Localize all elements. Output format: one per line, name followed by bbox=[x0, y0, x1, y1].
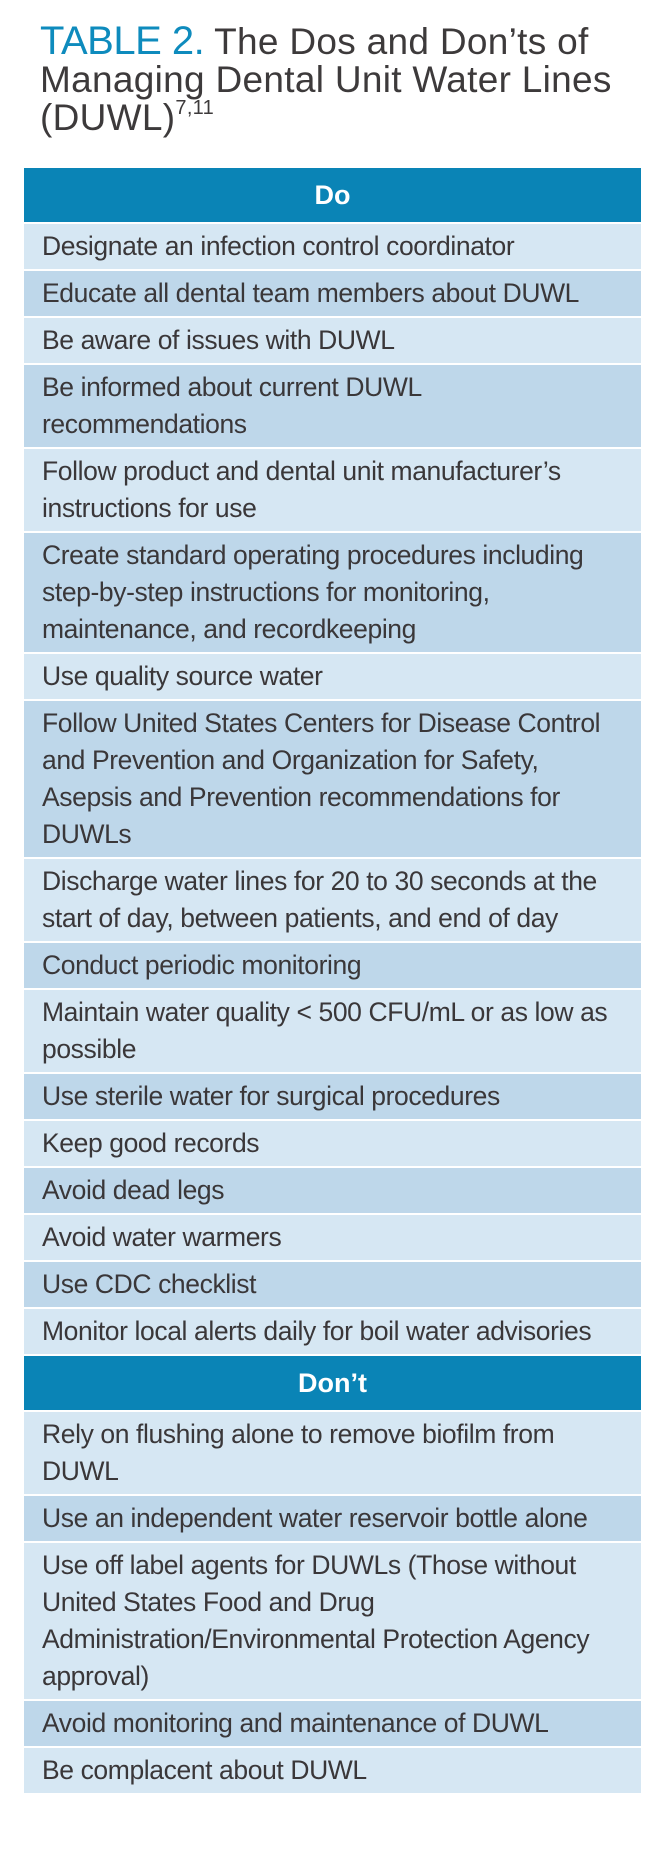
do-item: Maintain water quality < 500 CFU/mL or as low as possible bbox=[24, 989, 641, 1073]
do-row bbox=[24, 1261, 641, 1308]
do-item: Follow product and dental unit manufacturer’s instructions for use bbox=[24, 448, 641, 532]
dont-item: Use off label agents for DUWLs (Those without United States Food and Drug Administration/Environmental Protection Agency approval) bbox=[24, 1542, 641, 1700]
table-title-text: The Dos and Don’ts of Managing Dental Unit Water Lines (DUWL) bbox=[40, 21, 612, 138]
do-item: Monitor local alerts daily for boil water advisories bbox=[24, 1308, 641, 1355]
reference-superscript: 7,11 bbox=[175, 96, 215, 119]
do-header-row bbox=[24, 168, 641, 223]
dont-row bbox=[24, 1700, 641, 1747]
do-row bbox=[24, 1120, 641, 1167]
do-row bbox=[24, 223, 641, 270]
dont-item: Rely on flushing alone to remove biofilm from DUWL bbox=[24, 1411, 641, 1495]
table-number: TABLE 2. bbox=[40, 19, 205, 63]
do-item: Keep good records bbox=[24, 1120, 641, 1167]
do-item: Conduct periodic monitoring bbox=[24, 942, 641, 989]
do-item: Designate an infection control coordinator bbox=[24, 223, 641, 270]
do-item: Be informed about current DUWL recommendations bbox=[24, 364, 641, 448]
do-item: Use quality source water bbox=[24, 653, 641, 700]
dont-item: Avoid monitoring and maintenance of DUWL bbox=[24, 1700, 641, 1747]
do-item: Use CDC checklist bbox=[24, 1261, 641, 1308]
do-row bbox=[24, 448, 641, 532]
do-row bbox=[24, 989, 641, 1073]
dont-header: Don’t bbox=[24, 1355, 641, 1411]
dont-header-row bbox=[24, 1355, 641, 1411]
table-title bbox=[40, 19, 650, 138]
do-item: Follow United States Centers for Disease Control and Prevention and Organization for Safety, Asepsis and Prevention recommendations for DUWLs bbox=[24, 700, 641, 858]
do-item: Avoid dead legs bbox=[24, 1167, 641, 1214]
dont-item: Use an independent water reservoir bottle alone bbox=[24, 1495, 641, 1542]
dont-row bbox=[24, 1747, 641, 1794]
do-item: Be aware of issues with DUWL bbox=[24, 317, 641, 364]
do-row bbox=[24, 364, 641, 448]
dont-row bbox=[24, 1495, 641, 1542]
do-row bbox=[24, 858, 641, 942]
dont-row bbox=[24, 1542, 641, 1700]
do-item: Discharge water lines for 20 to 30 seconds at the start of day, between patients, and end of day bbox=[24, 858, 641, 942]
do-header: Do bbox=[24, 168, 641, 223]
do-row bbox=[24, 1308, 641, 1355]
dont-item: Be complacent about DUWL bbox=[24, 1747, 641, 1794]
do-row bbox=[24, 942, 641, 989]
dos-donts-table bbox=[24, 168, 641, 1795]
dont-row bbox=[24, 1411, 641, 1495]
do-row bbox=[24, 270, 641, 317]
do-item: Educate all dental team members about DUWL bbox=[24, 270, 641, 317]
do-row bbox=[24, 532, 641, 653]
do-row bbox=[24, 317, 641, 364]
do-row bbox=[24, 700, 641, 858]
do-row bbox=[24, 1073, 641, 1120]
do-item: Use sterile water for surgical procedures bbox=[24, 1073, 641, 1120]
do-item: Avoid water warmers bbox=[24, 1214, 641, 1261]
do-row bbox=[24, 653, 641, 700]
do-row bbox=[24, 1167, 641, 1214]
do-row bbox=[24, 1214, 641, 1261]
do-item: Create standard operating procedures including step-by-step instructions for monitoring, maintenance, and recordkeeping bbox=[24, 532, 641, 653]
